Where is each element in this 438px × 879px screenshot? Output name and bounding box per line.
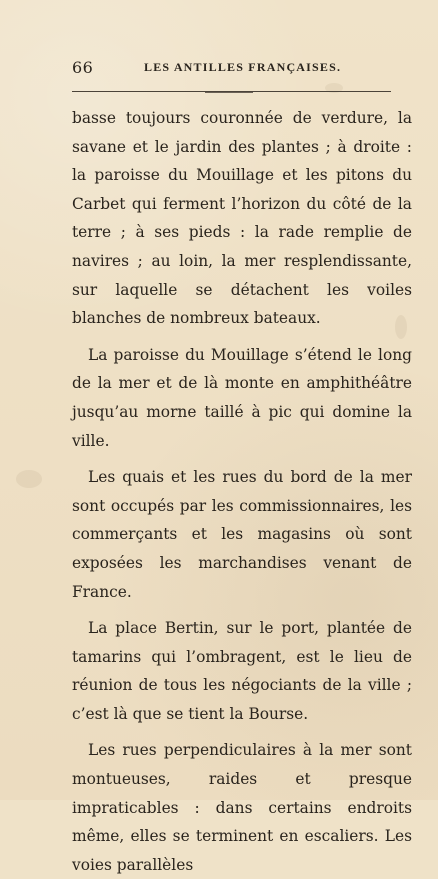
page-header: [72, 58, 390, 82]
running-title: LES ANTILLES FRANÇAISES.: [144, 60, 342, 74]
paragraph-1: basse toujours couronnée de verdure, la savane et le jardin des plantes ; à droite : la paroisse du Mouillage et les pitons du Carbet qui ferment l’horizon du côté de la terre ; à ses pieds : la rade remplie de navires ; au loin, la mer resplendissante, sur laquelle se détachent les voiles blanches de nombreux bateaux.: [72, 109, 412, 328]
paragraph-5: Les rues perpendiculaires à la mer sont montueuses, raides et presque impraticables : dans certains endroits même, elles se terminent en escaliers. Les voies parallèles: [72, 741, 412, 874]
paragraph-2: La paroisse du Mouillage s’étend le long de la mer et de là monte en amphithéâtre jusqu’au morne taillé à pic qui domine la ville.: [72, 345, 412, 450]
page-number: 66: [72, 58, 94, 77]
paragraph-3: Les quais et les rues du bord de la mer sont occupés par les commissionnaires, les commerçants et les magasins où sont exposées les marchandises venant de France.: [72, 468, 412, 601]
page-body: [72, 104, 412, 874]
paper-stain: [16, 470, 42, 488]
paragraph-4: La place Bertin, sur le port, plantée de tamarins qui l’ombragent, est le lieu de réunion de tous les négociants de la ville ; c’est là que se tient la Bourse.: [72, 619, 412, 723]
header-rule-accent: [205, 92, 253, 93]
